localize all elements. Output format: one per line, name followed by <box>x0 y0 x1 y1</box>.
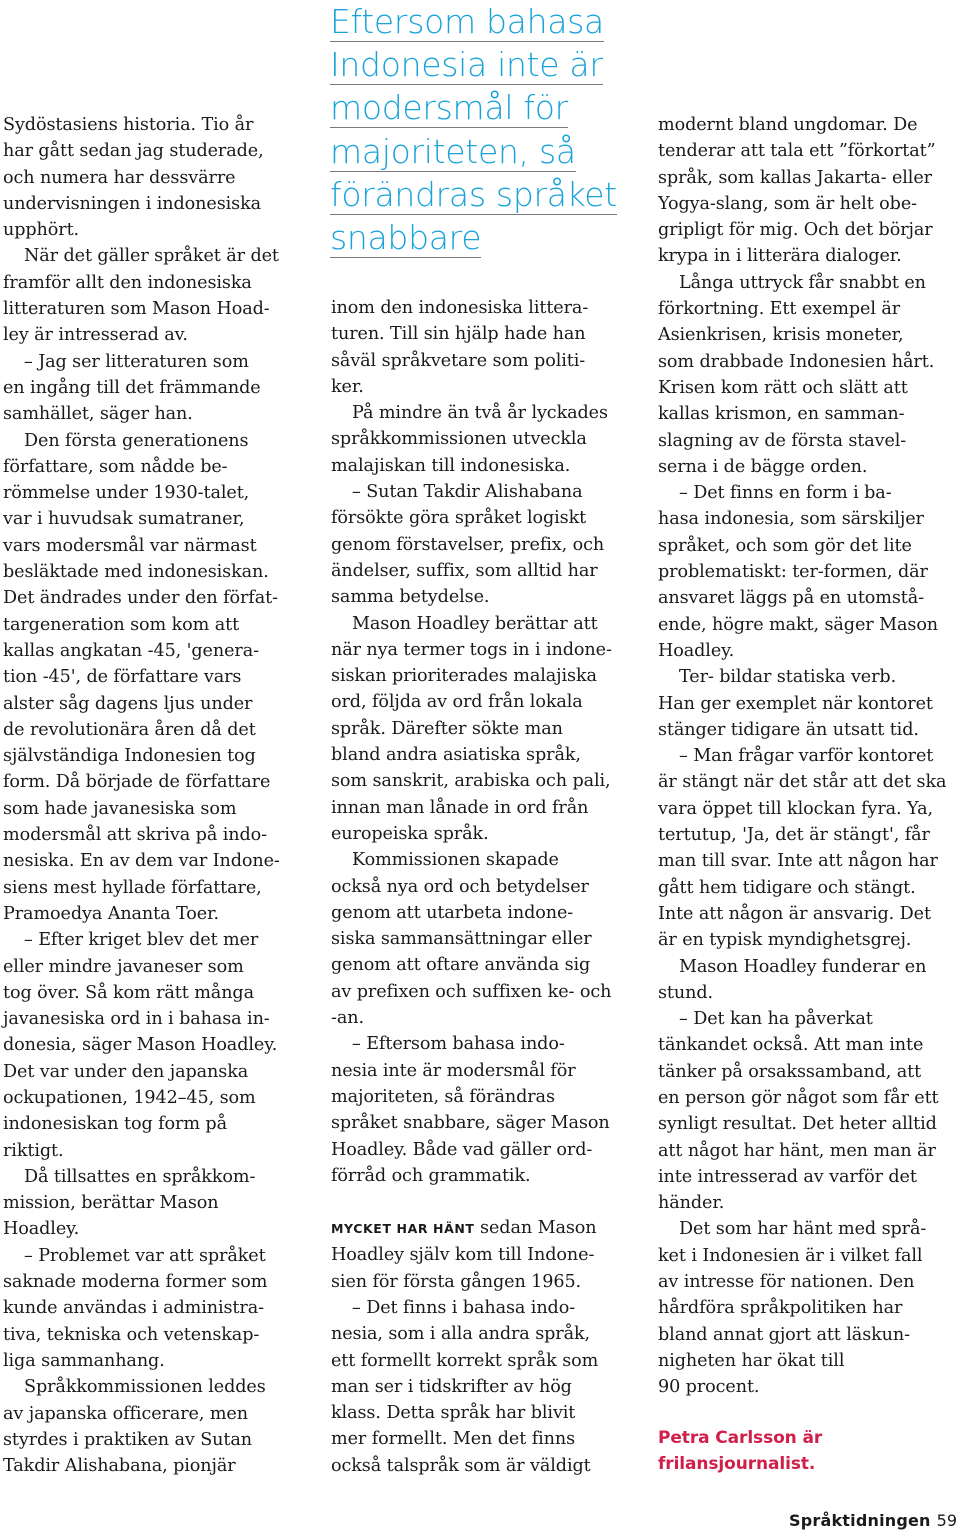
paragraph: – Problemet var att språket saknade moderna former som kunde användas i administra- tiva, tekniska och vetenskap- liga sammanhang. <box>3 1245 268 1371</box>
section-lead-paragraph <box>331 1215 631 1295</box>
section-lead-text: sedan Mason Hoadley själv kom till Indone- sien för första gången 1965. <box>331 1218 597 1292</box>
paragraph: – Det finns en form i ba- hasa indonesia, som särskiljer språket, och som gör det lite problematiskt: ter-formen, där ansvaret läggs på en utomstå- ende, högre makt, säger Mason Hoadley. <box>658 483 939 661</box>
page-footer <box>789 1511 957 1530</box>
column-1 <box>3 112 303 1479</box>
paragraph: Språkkommissionen leddes av japanska officerare, men styrdes i praktiken av Sutan Takdir Alishabana, pionjär <box>3 1377 266 1477</box>
paragraph: – Det finns i bahasa indo- nesia, som i alla andra språk, ett formellt korrekt språk som man ser i tidskrifter av hög klass. Detta språk har blivit mer formellt. Men det finns också talspråk som är väldigt <box>331 1297 599 1476</box>
column-3 <box>658 112 960 1478</box>
paragraph: Sydöstasiens historia. Tio år har gått sedan jag studerade, och numera har dessvärre undervisningen i indonesiska upphört. <box>3 115 264 241</box>
paragraph: När det gäller språket är det framför allt den indonesiska litteraturen som Mason Hoad- ley är intresserad av. <box>3 246 279 346</box>
paragraph: – Jag ser litteraturen som en ingång till det främmande samhället, säger han. <box>3 351 261 425</box>
paragraph: – Sutan Takdir Alishabana försökte göra språket logiskt genom förstavelser, prefix, och ändelser, suffix, som alltid har samma betydelse. <box>331 482 605 608</box>
pull-quote-text: Eftersom bahasa Indonesia inte är modersmål för majoriteten, så förändras språket snabbare <box>330 2 617 258</box>
paragraph: – Man frågar varför kontoret är stängt när det står att det ska vara öppet till klockan fyra. Ya, tertutup, 'Ja, det är stängt', får man till svar. Inte att någon har gått hem tidigare och stängt. Inte att någon är ansvarig. Det är en typisk myndighetsgrej. <box>658 746 947 951</box>
paragraph: Ter- bildar statiska verb. Han ger exemplet när kontoret stänger tidigare än utsatt tid. <box>658 667 933 740</box>
section-break <box>331 1189 631 1215</box>
magazine-name: Språktidningen <box>788 1511 931 1530</box>
column-2 <box>331 295 631 1479</box>
paragraph: Den första generationens författare, som nådde be- römmelse under 1930-talet, var i huvudsak sumatraner, vars modersmål var närmast besläktade med indonesiskan. Det ändrades under den förfat- targeneration som kom att kallas angkatan -45, 'genera- tion -45', de författare vars alster såg dagens ljus under de revolutionära åren då det självständiga Indonesien tog form. Då började de författare som hade javanesiska som modersmål att skriva på indo- nesiska. En av dem var Indone- siens mest hyllade författare, Pramoedya Ananta Toer. <box>3 430 280 924</box>
pull-quote <box>330 0 630 259</box>
paragraph: På mindre än två år lyckades språkkommissionen utveckla malajiskan till indonesiska. <box>331 403 608 476</box>
section-lead-caps: MYCKET HAR HÄNT <box>331 1221 475 1237</box>
paragraph: Det som har hänt med språ- ket i Indonesien är i vilket fall av intresse för nationen. Den hårdföra språkpolitiken har bland annat gjort att läskun- nigheten har ökat till 90 procent. <box>658 1219 927 1398</box>
paragraph: Då tillsattes en språkkom- mission, berättar Mason Hoadley. <box>3 1166 256 1240</box>
paragraph: modernt bland ungdomar. De tenderar att tala ett ”förkortat” språk, som kallas Jakarta- eller Yogya-slang, som är helt obe- gripligt för mig. Och det börjar krypa in i litterära dialoger. <box>658 115 936 267</box>
paragraph: Långa uttryck får snabbt en förkortning. Ett exempel är Asienkrisen, krisis moneter, som drabbade Indonesien hårt. Krisen kom rätt och slätt att kallas krismon, en samman- slagning av de första stavel- serna i de bägge orden. <box>658 272 935 477</box>
paragraph: – Eftersom bahasa indo- nesia inte är modersmål för majoriteten, så förändras språket snabbare, säger Mason Hoadley. Både vad gäller ord- förråd och grammatik. <box>331 1034 610 1186</box>
paragraph: inom den indonesiska littera- turen. Till sin hjälp hade han såväl språkvetare som politi- ker. <box>331 298 589 397</box>
paragraph: Mason Hoadley berättar att när nya termer togs in i indone- siskan prioriterades malajiska ord, följda av ord från lokala språk. Därefter sökte man bland andra asiatiska språk, som sanskrit, arabiska och pali, innan man lånade in ord från europeiska språk. <box>331 613 612 844</box>
author-byline: Petra Carlsson är frilansjournalist. <box>658 1427 823 1475</box>
paragraph: – Det kan ha påverkat tänkandet också. Att man inte tänker på orsakssamband, att en person gör något som får ett synligt resultat. Det heter alltid att något har hänt, men man är inte intresserad av varför det händer. <box>658 1009 939 1214</box>
paragraph: Kommissionen skapade också nya ord och betydelser genom att utarbeta indone- siska sammansättningar eller genom att oftare använda sig av prefixen och suffixen ke- och -an. <box>331 850 612 1029</box>
paragraph: Mason Hoadley funderar en stund. <box>658 956 927 1003</box>
paragraph: – Efter kriget blev det mer eller mindre javaneser som tog över. Så kom rätt många javanesiska ord in i bahasa in- donesia, säger Mason Hoadley. Det var under den japanska ockupationen, 1942–45, som indonesiskan tog form på riktigt. <box>3 930 278 1161</box>
page-number: 59 <box>936 1511 957 1530</box>
